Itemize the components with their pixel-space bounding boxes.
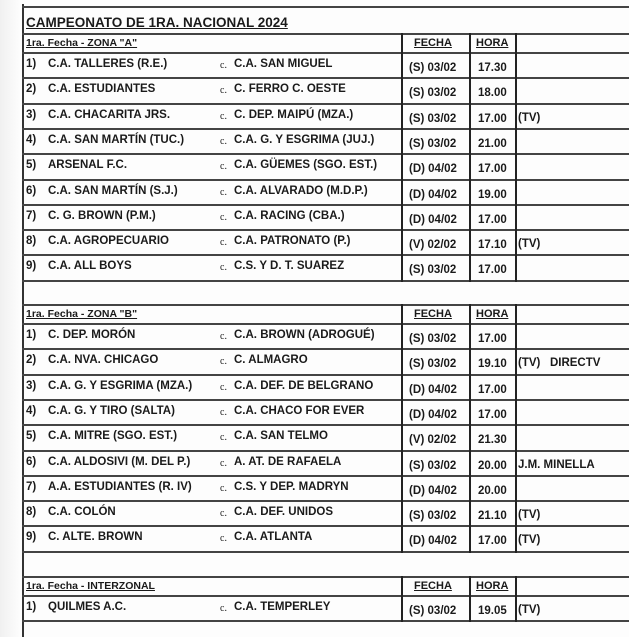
- match-number: 9): [26, 260, 37, 273]
- away-team: C.A. ATLANTA: [234, 531, 313, 544]
- match-number: 7): [26, 209, 37, 222]
- match-time: 17.00: [478, 213, 507, 226]
- home-team: C.A. ALL BOYS: [48, 260, 132, 273]
- match-number: 5): [26, 159, 37, 172]
- section-top-rule: [22, 576, 629, 578]
- row-rule: [22, 179, 629, 181]
- away-team: C.A. SAN MIGUEL: [234, 58, 333, 70]
- match-time: 19.00: [478, 188, 507, 201]
- away-team: C.A. DEF. UNIDOS: [234, 506, 334, 519]
- home-team: C.A. G. Y ESGRIMA (MZA.): [48, 379, 193, 392]
- match-date: (S) 03/02: [409, 605, 457, 617]
- home-team: C.A. TALLERES (R.E.): [48, 58, 168, 70]
- away-team: C.A. ALVARADO (M.D.P.): [234, 184, 368, 197]
- match-date: (D) 04/02: [409, 213, 457, 226]
- match-date: (D) 04/02: [409, 163, 457, 176]
- header-rule: [22, 323, 629, 325]
- away-team: C.S. Y DEP. MADRYN: [234, 480, 349, 493]
- match-time: 17.10: [478, 239, 507, 252]
- away-team: C.S. Y D. T. SUAREZ: [234, 260, 345, 273]
- column-divider: [401, 33, 403, 282]
- away-team: C.A. DEF. DE BELGRANO: [234, 379, 374, 392]
- match-time: 17.00: [478, 112, 507, 125]
- match-number: 3): [26, 108, 37, 121]
- match-time: 17.30: [478, 62, 507, 74]
- vs-marker: c.: [220, 432, 227, 444]
- vs-marker: c.: [220, 381, 227, 393]
- section-heading: 1ra. Fecha - ZONA "B": [26, 308, 138, 320]
- home-team: C.A. CHACARITA JRS.: [48, 108, 171, 121]
- match-time: 17.00: [478, 535, 507, 548]
- match-number: 2): [26, 83, 37, 96]
- match-number: 8): [26, 235, 37, 248]
- column-header-hora: HORA: [476, 37, 509, 49]
- row-rule: [22, 424, 629, 426]
- away-team: C.A. SAN TELMO: [234, 430, 328, 443]
- home-team: C.A. COLÓN: [48, 506, 116, 519]
- match-date: (V) 02/02: [409, 434, 457, 447]
- match-number: 2): [26, 354, 37, 367]
- vs-marker: c.: [220, 262, 227, 274]
- home-team: ARSENAL F.C.: [48, 159, 128, 172]
- broadcast-note: (TV): [518, 604, 541, 616]
- column-header-fecha: FECHA: [414, 37, 452, 49]
- broadcast-note: (TV): [518, 509, 541, 522]
- match-time: 20.00: [478, 484, 507, 497]
- column-header-fecha: FECHA: [414, 580, 452, 592]
- match-number: 5): [26, 430, 37, 443]
- match-time: 21.00: [478, 137, 507, 150]
- match-time: 19.05: [478, 605, 507, 617]
- column-divider: [469, 304, 471, 553]
- match-time: 17.00: [478, 383, 507, 396]
- match-date: (D) 04/02: [409, 408, 457, 421]
- home-team: C. DEP. MORÓN: [48, 329, 136, 341]
- column-divider: [401, 576, 403, 622]
- match-number: 1): [26, 329, 37, 341]
- match-number: 1): [26, 58, 37, 70]
- match-date: (D) 04/02: [409, 484, 457, 497]
- match-date: (D) 04/02: [409, 383, 457, 396]
- match-time: 17.00: [478, 408, 507, 421]
- match-number: 4): [26, 133, 37, 146]
- page-shadow: [0, 0, 20, 637]
- match-date: (S) 03/02: [409, 510, 457, 523]
- broadcast-note: (TV): [518, 111, 541, 124]
- home-team: C.A. SAN MARTÍN (S.J.): [48, 184, 178, 197]
- match-time: 18.00: [478, 87, 507, 100]
- match-time: 17.00: [478, 163, 507, 176]
- match-time: 17.00: [478, 264, 507, 277]
- section-top-rule: [22, 33, 629, 35]
- match-number: 6): [26, 455, 37, 468]
- vs-marker: c.: [220, 211, 227, 223]
- home-team: QUILMES A.C.: [48, 601, 127, 613]
- vs-marker: c.: [220, 457, 227, 469]
- away-team: C.A. PATRONATO (P.): [234, 235, 351, 248]
- column-divider: [469, 576, 471, 622]
- home-team: C.A. ALDOSIVI (M. DEL P.): [48, 455, 191, 468]
- column-header-fecha: FECHA: [414, 308, 452, 320]
- section-top-rule: [22, 304, 629, 306]
- away-team: C. DEP. MAIPÚ (MZA.): [234, 108, 354, 121]
- column-header-hora: HORA: [476, 580, 509, 592]
- broadcast-note: (TV): [518, 238, 541, 251]
- column-divider: [401, 304, 403, 553]
- match-date: (S) 03/02: [409, 112, 457, 125]
- vs-marker: c.: [220, 110, 227, 122]
- match-date: (S) 03/02: [409, 358, 457, 371]
- vs-marker: c.: [220, 603, 227, 614]
- broadcast-note: (TV): [518, 534, 541, 547]
- column-header-hora: HORA: [476, 308, 509, 320]
- away-team: C.A. BROWN (ADROGUÉ): [234, 329, 375, 341]
- column-divider: [515, 33, 517, 282]
- away-team: A. AT. DE RAFAELA: [234, 455, 342, 468]
- vs-marker: c.: [220, 508, 227, 520]
- match-number: 3): [26, 379, 37, 392]
- match-time: 19.10: [478, 358, 507, 371]
- row-rule: [22, 620, 629, 622]
- top-rule: [22, 6, 629, 8]
- vs-marker: c.: [220, 533, 227, 545]
- section-heading: 1ra. Fecha - INTERZONAL: [26, 580, 155, 592]
- row-rule: [22, 153, 629, 155]
- home-team: C.A. AGROPECUARIO: [48, 235, 169, 248]
- home-team: C. ALTE. BROWN: [48, 531, 143, 544]
- broadcast-note: (TV) DIRECTV: [518, 357, 601, 370]
- broadcast-note: J.M. MINELLA: [518, 458, 595, 471]
- vs-marker: c.: [220, 85, 227, 97]
- row-rule: [22, 348, 629, 350]
- away-team: C.A. TEMPERLEY: [234, 601, 331, 613]
- match-date: (V) 02/02: [409, 239, 457, 252]
- match-number: 7): [26, 480, 37, 493]
- match-number: 9): [26, 531, 37, 544]
- row-rule: [22, 204, 629, 206]
- vs-marker: c.: [220, 60, 227, 71]
- home-team: C.A. MITRE (SGO. EST.): [48, 430, 178, 443]
- row-rule: [22, 280, 629, 282]
- row-rule: [22, 525, 629, 527]
- home-team: C. G. BROWN (P.M.): [48, 209, 156, 222]
- row-rule: [22, 399, 629, 401]
- away-team: C. ALMAGRO: [234, 354, 308, 367]
- match-date: (S) 03/02: [409, 333, 457, 345]
- column-divider: [469, 33, 471, 282]
- home-team: A.A. ESTUDIANTES (R. IV): [48, 480, 192, 493]
- vs-marker: c.: [220, 186, 227, 198]
- left-border: [22, 4, 24, 637]
- row-rule: [22, 551, 629, 553]
- away-team: C. FERRO C. OESTE: [234, 83, 346, 96]
- match-date: (D) 04/02: [409, 535, 457, 548]
- match-date: (S) 03/02: [409, 137, 457, 150]
- away-team: C.A. GÜEMES (SGO. EST.): [234, 159, 378, 172]
- match-number: 6): [26, 184, 37, 197]
- match-time: 20.00: [478, 459, 507, 472]
- match-time: 21.30: [478, 434, 507, 447]
- match-number: 4): [26, 404, 37, 417]
- vs-marker: c.: [220, 135, 227, 147]
- vs-marker: c.: [220, 331, 227, 342]
- match-date: (S) 03/02: [409, 459, 457, 472]
- vs-marker: c.: [220, 237, 227, 249]
- home-team: C.A. G. Y TIRO (SALTA): [48, 404, 175, 417]
- row-rule: [22, 500, 629, 502]
- match-time: 21.10: [478, 510, 507, 523]
- row-rule: [22, 229, 629, 231]
- match-date: (S) 03/02: [409, 264, 457, 277]
- match-number: 8): [26, 506, 37, 519]
- match-date: (S) 03/02: [409, 87, 457, 100]
- section-heading: 1ra. Fecha - ZONA "A": [26, 37, 138, 49]
- match-number: 1): [26, 601, 37, 613]
- match-date: (D) 04/02: [409, 188, 457, 201]
- row-rule: [22, 77, 629, 79]
- home-team: C.A. SAN MARTÍN (TUC.): [48, 133, 185, 146]
- header-rule: [22, 595, 629, 597]
- home-team: C.A. ESTUDIANTES: [48, 83, 156, 96]
- row-rule: [22, 254, 629, 256]
- vs-marker: c.: [220, 356, 227, 368]
- row-rule: [22, 450, 629, 452]
- away-team: C.A. RACING (CBA.): [234, 209, 345, 222]
- row-rule: [22, 475, 629, 477]
- vs-marker: c.: [220, 161, 227, 173]
- home-team: C.A. NVA. CHICAGO: [48, 354, 159, 367]
- vs-marker: c.: [220, 482, 227, 494]
- column-divider: [515, 304, 517, 553]
- page-title: CAMPEONATO DE 1RA. NACIONAL 2024: [26, 15, 288, 30]
- match-time: 17.00: [478, 333, 507, 345]
- row-rule: [22, 128, 629, 130]
- away-team: C.A. G. Y ESGRIMA (JUJ.): [234, 133, 375, 146]
- header-rule: [22, 52, 629, 54]
- vs-marker: c.: [220, 406, 227, 418]
- match-date: (S) 03/02: [409, 62, 457, 74]
- row-rule: [22, 374, 629, 376]
- column-divider: [515, 576, 517, 622]
- away-team: C.A. CHACO FOR EVER: [234, 404, 365, 417]
- row-rule: [22, 103, 629, 105]
